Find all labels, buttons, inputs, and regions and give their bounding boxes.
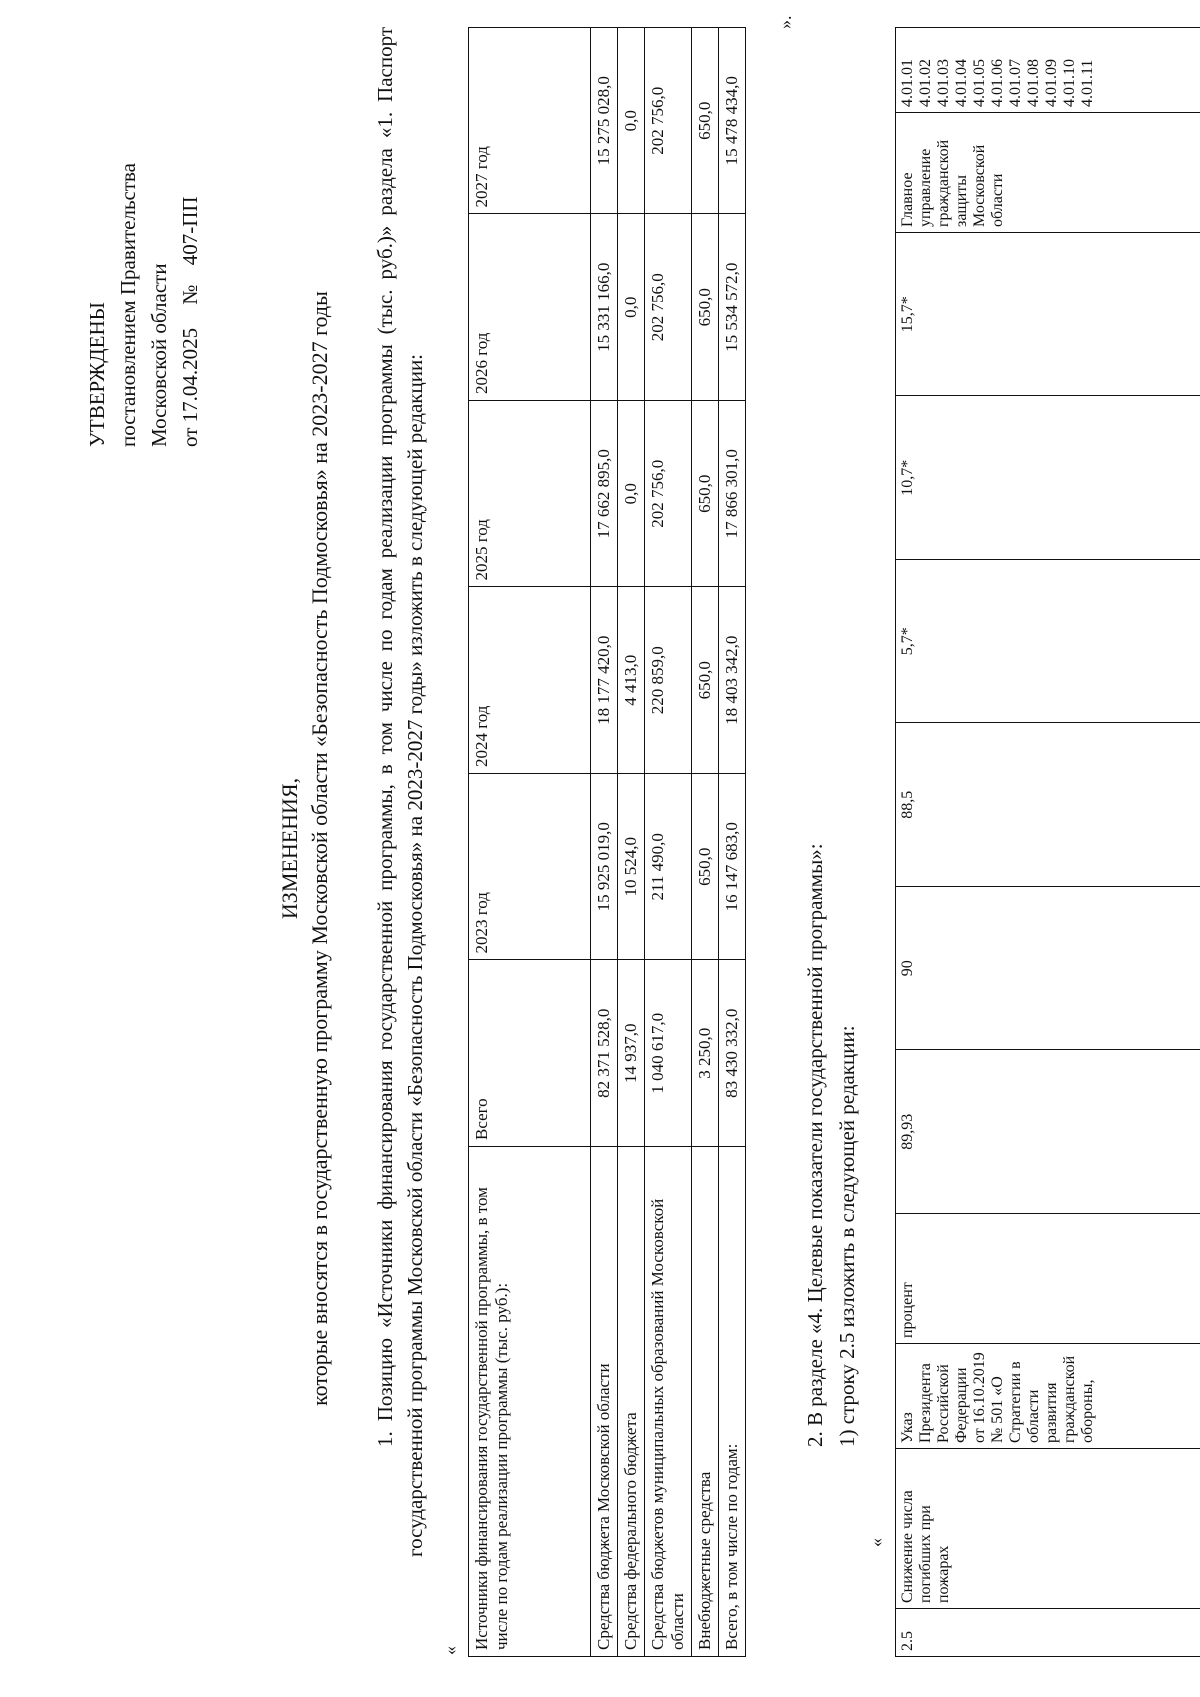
column-header: 2023 год — [469, 774, 591, 961]
table-cell: 16 147 683,0 — [719, 774, 746, 961]
table-cell: 15 534 572,0 — [719, 214, 746, 401]
section-2-subitem: 1) строку 2.5 изложить в следующей редакции: — [835, 1025, 859, 1447]
indicator-table — [895, 27, 1200, 1657]
table-cell: 18 177 420,0 — [591, 587, 618, 774]
indicator-code: 4.01.02 — [917, 59, 934, 107]
table-cell: 650,0 — [692, 401, 719, 588]
section-2-text: 2. В разделе «4. Целевые показатели государственной программы»: — [803, 843, 827, 1447]
table-row — [692, 28, 719, 1657]
row-label: Средства бюджета Московской области — [591, 1147, 618, 1657]
title-line-2: которые вносятся в государственную программу Московской области «Безопасность Подмосковья» на 2023-2027 годы — [307, 291, 332, 1406]
table-cell: 4 413,0 — [618, 587, 645, 774]
table-cell: 10 524,0 — [618, 774, 645, 961]
title-line-1: ИЗМЕНЕНИЯ, — [277, 777, 302, 920]
row-label: Средства бюджетов муниципальных образований Московской области — [645, 1147, 692, 1657]
indicator-row — [896, 28, 1200, 1657]
column-header: Всего — [469, 960, 591, 1147]
table-cell: 17 866 301,0 — [719, 401, 746, 588]
table-cell: 83 430 332,0 — [719, 960, 746, 1147]
table-row — [618, 28, 645, 1657]
indicator-value: 15,7* — [896, 233, 1200, 397]
table-cell: 202 756,0 — [645, 28, 692, 215]
column-header: 2026 год — [469, 214, 591, 401]
section-1-close-quote: ». — [775, 15, 795, 29]
table-cell: 211 490,0 — [645, 774, 692, 961]
table-cell: 3 250,0 — [692, 960, 719, 1147]
table-row — [591, 28, 618, 1657]
row-label: Внебюджетные средства — [692, 1147, 719, 1657]
section-1-text: 1. Позицию «Источники финансирования государственной программы, в том числе по годам реализации программы (тыс. руб.)» раздела «1. Паспорт государственной программы Московской области «Безопасность Подмосковья» на 2023-2027 годы» изложить в следующей редакции: — [373, 27, 427, 1557]
table-cell: 1 040 617,0 — [645, 960, 692, 1147]
indicator-code: 4.01.10 — [1061, 59, 1078, 107]
table-cell: 202 756,0 — [645, 401, 692, 588]
column-header: 2027 год — [469, 28, 591, 215]
row-label: Всего, в том числе по годам: — [719, 1147, 746, 1657]
indicator-code: 4.01.06 — [989, 59, 1006, 107]
indicator-code: 4.01.11 — [1079, 59, 1096, 107]
indicator-value: 90 — [896, 887, 1200, 1051]
table-cell: 0,0 — [618, 214, 645, 401]
column-header: 2024 год — [469, 587, 591, 774]
approval-block — [82, 163, 206, 447]
table-row-total — [719, 28, 746, 1657]
indicator-value: 10,7* — [896, 396, 1200, 560]
indicator-value: 88,5 — [896, 723, 1200, 887]
table-cell: 15 331 166,0 — [591, 214, 618, 401]
table-cell: 15 275 028,0 — [591, 28, 618, 215]
approval-line-2: Московской области — [147, 263, 171, 447]
indicator-code: 4.01.09 — [1043, 59, 1060, 107]
indicator-code: 4.01.07 — [1007, 59, 1024, 107]
financing-table — [468, 27, 746, 1657]
table-cell: 14 937,0 — [618, 960, 645, 1147]
table-cell: 15 478 434,0 — [719, 28, 746, 215]
financing-header-row — [469, 28, 591, 1657]
financing-header-label: Источники финансирования государственной программы, в том числе по годам реализации программы (тыс. руб.): — [469, 1147, 591, 1657]
table-cell: 0,0 — [618, 401, 645, 588]
approval-date-prefix: от — [178, 427, 202, 447]
indicator-code: 4.01.04 — [953, 59, 970, 107]
indicator-value: 5,7* — [896, 560, 1200, 724]
table-cell: 650,0 — [692, 774, 719, 961]
indicator-responsible: Главное управление гражданской защиты Московской области — [896, 113, 1200, 233]
indicator-code: 4.01.01 — [899, 59, 916, 107]
approval-date-line — [175, 163, 206, 447]
approval-heading: УТВЕРЖДЕНЫ — [85, 302, 109, 447]
section-1-open-quote: « — [440, 1646, 460, 1655]
table-cell: 18 403 342,0 — [719, 587, 746, 774]
section-2-open-quote: « — [866, 1538, 886, 1547]
table-cell: 0,0 — [618, 28, 645, 215]
indicator-basis: Указ Президента Российской Федерации от 16.10.2019 № 501 «О Стратегии в области развития гражданской обороны, — [896, 1344, 1200, 1449]
indicator-name: Снижение числа погибших при пожарах — [896, 1449, 1200, 1609]
approval-number: 407-ПП — [178, 196, 202, 266]
table-cell: 650,0 — [692, 214, 719, 401]
row-label: Средства федерального бюджета — [618, 1147, 645, 1657]
indicator-number: 2.5 — [896, 1609, 1200, 1657]
indicator-code: 4.01.03 — [935, 59, 952, 107]
table-cell: 15 925 019,0 — [591, 774, 618, 961]
table-cell: 202 756,0 — [645, 214, 692, 401]
indicator-code: 4.01.08 — [1025, 59, 1042, 107]
approval-date: 17.04.2025 — [178, 327, 202, 423]
approval-line-1: постановлением Правительства — [116, 162, 140, 447]
indicator-code: 4.01.05 — [971, 59, 988, 107]
table-row — [645, 28, 692, 1657]
document-title — [275, 0, 335, 1697]
indicator-codes — [896, 28, 1200, 113]
table-cell: 220 859,0 — [645, 587, 692, 774]
indicator-unit: процент — [896, 1214, 1200, 1344]
indicator-value: 89,93 — [896, 1050, 1200, 1214]
approval-number-sign: № — [178, 284, 202, 305]
table-cell: 650,0 — [692, 587, 719, 774]
column-header: 2025 год — [469, 401, 591, 588]
table-cell: 650,0 — [692, 28, 719, 215]
table-cell: 17 662 895,0 — [591, 401, 618, 588]
table-cell: 82 371 528,0 — [591, 960, 618, 1147]
